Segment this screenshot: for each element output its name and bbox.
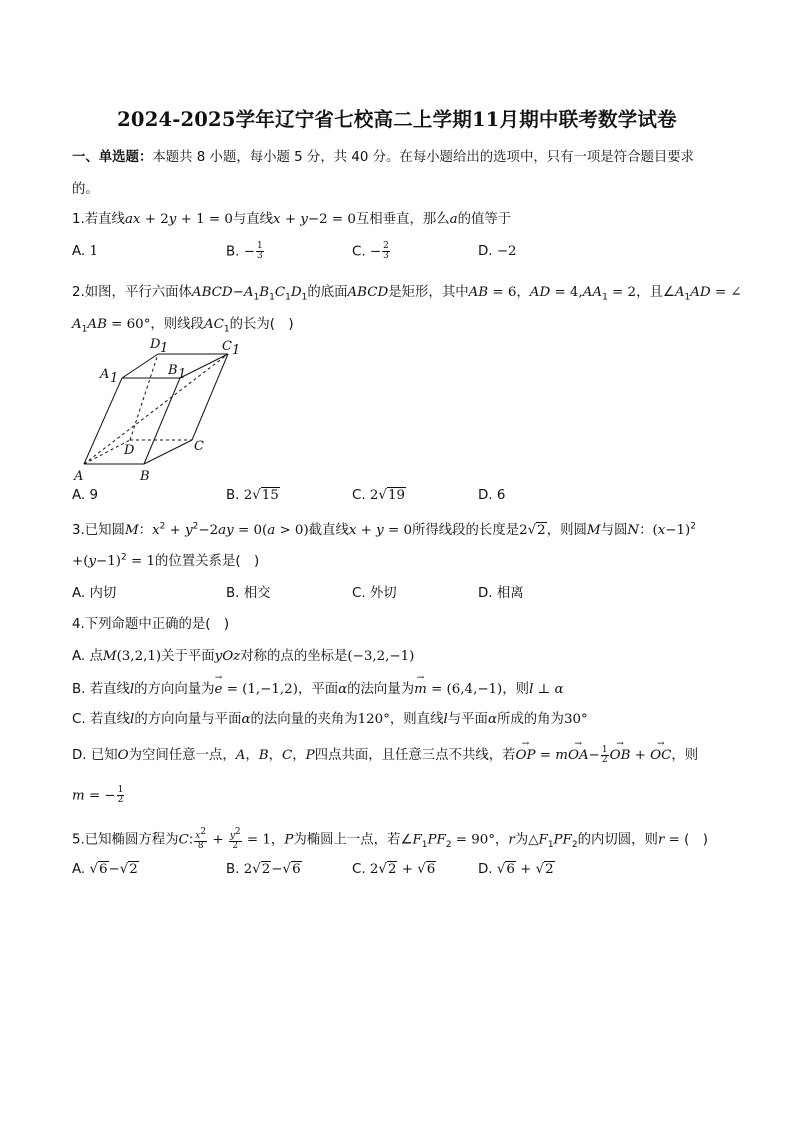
q1-option-d[interactable]: D. −2 xyxy=(478,244,517,259)
q3-text: 所得线段的长度是 xyxy=(411,523,520,538)
q1-text: 与直线 xyxy=(232,212,274,227)
q3-text: 的位置关系是( ) xyxy=(155,554,260,569)
q2-option-a[interactable]: A. 9 xyxy=(72,488,98,503)
q5-option-d[interactable]: D. √6 + √2 xyxy=(478,862,554,877)
page-title: 2024-2025学年辽宁省七校高二上学期11月期中联考数学试卷 xyxy=(117,108,677,131)
question-2-cont: $A_1AB = 60^\circ$，则线段$AC_1$的长为( ) xyxy=(72,317,294,335)
label-A: A xyxy=(74,469,84,482)
q5-text: 已知椭圆方程为 xyxy=(84,832,179,848)
q5-text: ， xyxy=(495,832,509,848)
q2-option-c[interactable]: C. 2√19 xyxy=(352,488,405,503)
q1-option-a[interactable]: A. 1 xyxy=(72,244,98,259)
q5-option-a[interactable]: A. √6−√2 xyxy=(72,862,138,877)
label-C1-sub: 1 xyxy=(232,343,241,358)
label-D1-sub: 1 xyxy=(160,341,169,356)
label-A1: A xyxy=(100,367,110,382)
label-B1-sub: 1 xyxy=(178,367,187,382)
label-C1: C xyxy=(222,339,232,354)
q4-number: 4. xyxy=(72,617,85,632)
q4-stem: 下列命题中正确的是( ) xyxy=(84,617,230,632)
q3-option-b[interactable]: B. 相交 xyxy=(226,586,271,601)
q1-text: 的值等于 xyxy=(457,212,512,227)
label-D: D xyxy=(124,443,135,458)
q5-text: ， xyxy=(270,832,285,848)
q5-option-b[interactable]: B. 2√2−√6 xyxy=(226,862,301,877)
q5-option-c[interactable]: C. 2√2 + √6 xyxy=(352,862,436,877)
question-2: 2.如图，平行六面体$ABCD-A_1B_1C_1D_1$的底面ABCD是矩形，其中AB = 6，AD = $4,AA_1 = 2$，且$\angle A_1AD$ = ∠ xyxy=(72,285,742,303)
instruction-line2: 的。 xyxy=(72,182,99,197)
q2-text: 的长为( ) xyxy=(229,317,294,332)
parallelepiped-figure xyxy=(72,330,252,482)
q1-text: 若直线 xyxy=(84,212,125,227)
q1-option-c[interactable]: C. − $\frac{2}{3}$ xyxy=(352,241,389,261)
instruction-line1: 本题共 8 小题，每小题 5 分，共 40 分。在每小题给出的选项中，只有一项是符合题目要求 xyxy=(152,150,695,165)
q3-text: 与圆 xyxy=(600,523,628,538)
q2-text: 的底面 xyxy=(307,285,348,300)
q3-option-d[interactable]: D. 相离 xyxy=(478,586,524,601)
section-heading: 一、单选题： xyxy=(72,150,153,165)
q3-text: 截直线 xyxy=(308,523,349,538)
label-C: C xyxy=(194,439,204,454)
q4-option-b[interactable]: B. 若直线l的方向向量为→ e = (1,−1,2)，平面α的法向量为→ m = (6,4,−1)，则l ⊥ α xyxy=(72,678,564,697)
q3-text: ，则圆 xyxy=(546,523,587,538)
q5-text: 为椭圆上一点，若∠ xyxy=(293,832,413,848)
q2-option-b[interactable]: B. 2√15 xyxy=(226,488,279,503)
q5-text: ( ) xyxy=(684,832,708,848)
label-B1: B xyxy=(168,363,178,378)
q4-option-d-cont: m = − $\frac{1}{2}$ xyxy=(72,785,124,805)
q5-text: 的内切圆，则 xyxy=(577,832,658,848)
q2-text: 是矩形，其中 xyxy=(388,285,469,300)
q5-number: 5. xyxy=(72,832,85,848)
question-4 xyxy=(72,613,229,632)
question-1: 1.若直线ax + 2y + 1 = 0与直线x + y−2 = 0互相垂直，那么a的值等于 xyxy=(72,212,512,227)
question-5: 5.已知椭圆方程为C: $\frac{x^2}{8}$ + $\frac{y^2}{2}$ = 1，P为椭圆上一点，若$\angle F_1PF_2 = 90^\circ$，r为$\triangle F_1PF_2$的内切圆，则r = ( ) xyxy=(72,827,708,851)
q1-number: 1. xyxy=(72,212,85,227)
q2-text: ，且∠ xyxy=(636,285,675,300)
question-3-cont: $+(y-1)^2 = 1$的位置关系是( ) xyxy=(72,552,260,569)
q2-option-d[interactable]: D. 6 xyxy=(478,488,506,503)
q1-text: 互相垂直，那么 xyxy=(355,212,450,227)
q3-number: 3. xyxy=(72,523,85,538)
q4-option-c[interactable]: C. 若直线l的方向向量与平面α的法向量的夹角为120°，则直线l与平面α所成的角为30° xyxy=(72,712,588,727)
label-B: B xyxy=(140,469,150,482)
section-instruction xyxy=(72,146,694,165)
q4-option-a[interactable]: A. 点M(3,2,1)关于平面yOz对称的点的坐标是(−3,2,−1) xyxy=(72,649,415,664)
q1-option-b[interactable]: B. − $\frac{1}{3}$ xyxy=(226,241,263,261)
label-A1-sub: 1 xyxy=(110,371,119,386)
q2-text: 如图，平行六面体 xyxy=(84,285,192,300)
q3-text: 已知圆 xyxy=(84,523,125,538)
q3-option-a[interactable]: A. 内切 xyxy=(72,586,117,601)
question-3: 3.已知圆M：$x^2 + y^2-2ay = 0(a > 0)$截直线x + y = 0所得线段的长度是2√2，则圆M与圆N：$(x-1)^2$ xyxy=(72,521,696,538)
q3-option-c[interactable]: C. 外切 xyxy=(352,586,397,601)
q2-number: 2. xyxy=(72,285,85,300)
label-D1: D xyxy=(150,337,161,352)
q4-option-d[interactable]: D. 已知O为空间任意一点，A，B，C，P四点共面，且任意三点不共线，若→ OP = m→ OA− $\frac{1}{2}$ → OB + → OC，则 xyxy=(72,744,698,765)
q2-text: ，则线段 xyxy=(150,317,204,332)
q5-text: 为 xyxy=(514,832,529,848)
